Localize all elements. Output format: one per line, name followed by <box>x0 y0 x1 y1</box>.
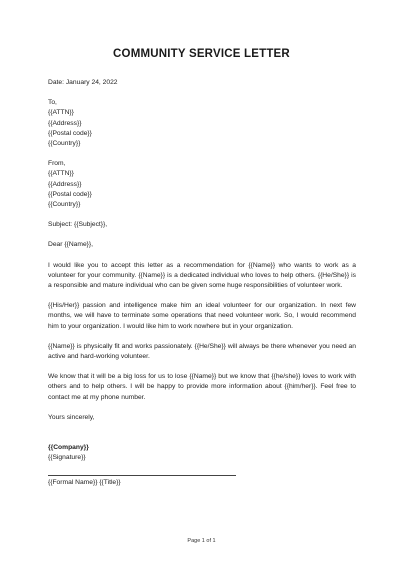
page-number-footer: Page 1 of 1 <box>187 538 216 544</box>
recipient-postal-code: {{Postal code}} <box>48 129 92 137</box>
signature: {{Signature}} <box>48 454 86 462</box>
formal-name-title: {{Formal Name}} {{Title}} <box>48 479 121 487</box>
paragraph-3: {{Name}} is physically fit and works passionately. {{He/She}} will always be there whenever you need an active and hard-working volunteer. <box>48 342 356 361</box>
paragraph-1: I would like you to accept this letter as a recommendation for {{Name}} who wants to work as a volunteer for your community. {{Name}} is a dedicated individual who loves to help others. {{He/She}} is a responsible and mature individual who can be given some huge responsibilities of volunteer work. <box>48 261 356 290</box>
letter-body <box>48 78 356 489</box>
recipient-attn: {{ATTN}} <box>48 109 74 117</box>
sender-postal-code: {{Postal code}} <box>48 190 92 198</box>
subject-line: Subject: {{Subject}}, <box>48 221 108 229</box>
date-line: Date: January 24, 2022 <box>48 79 118 86</box>
recipient-address: {{Address}} <box>48 119 82 127</box>
paragraph-2: {{His/Her}} passion and intelligence make him an ideal volunteer for our organization. In next few months, we will have to terminate some operations that need volunteer work. So, I would recommend him to your organization. I would like him to work nowhere but in your organization. <box>48 302 356 330</box>
sender-attn: {{ATTN}} <box>48 170 74 178</box>
sender-address: {{Address}} <box>48 180 82 188</box>
paragraph-4: We know that it will be a big loss for us to lose {{Name}} but we know that {{he/she}} loves to work with others and to help others. I will be happy to provide more information about {{him/her}}. Feel free to contact me at my phone number. <box>48 373 356 401</box>
recipient-country: {{Country}} <box>48 140 81 148</box>
sender-label: From, <box>48 160 66 168</box>
salutation: Dear {{Name}}, <box>48 241 93 249</box>
closing: Yours sincerely, <box>48 413 95 421</box>
recipient-block <box>48 98 356 149</box>
letter-title: COMMUNITY SERVICE LETTER <box>113 48 290 60</box>
recipient-label: To, <box>48 99 57 107</box>
signature-line <box>48 475 236 476</box>
company-name: {{Company}} <box>48 444 89 452</box>
sender-country: {{Country}} <box>48 201 81 209</box>
sender-block <box>48 159 356 210</box>
